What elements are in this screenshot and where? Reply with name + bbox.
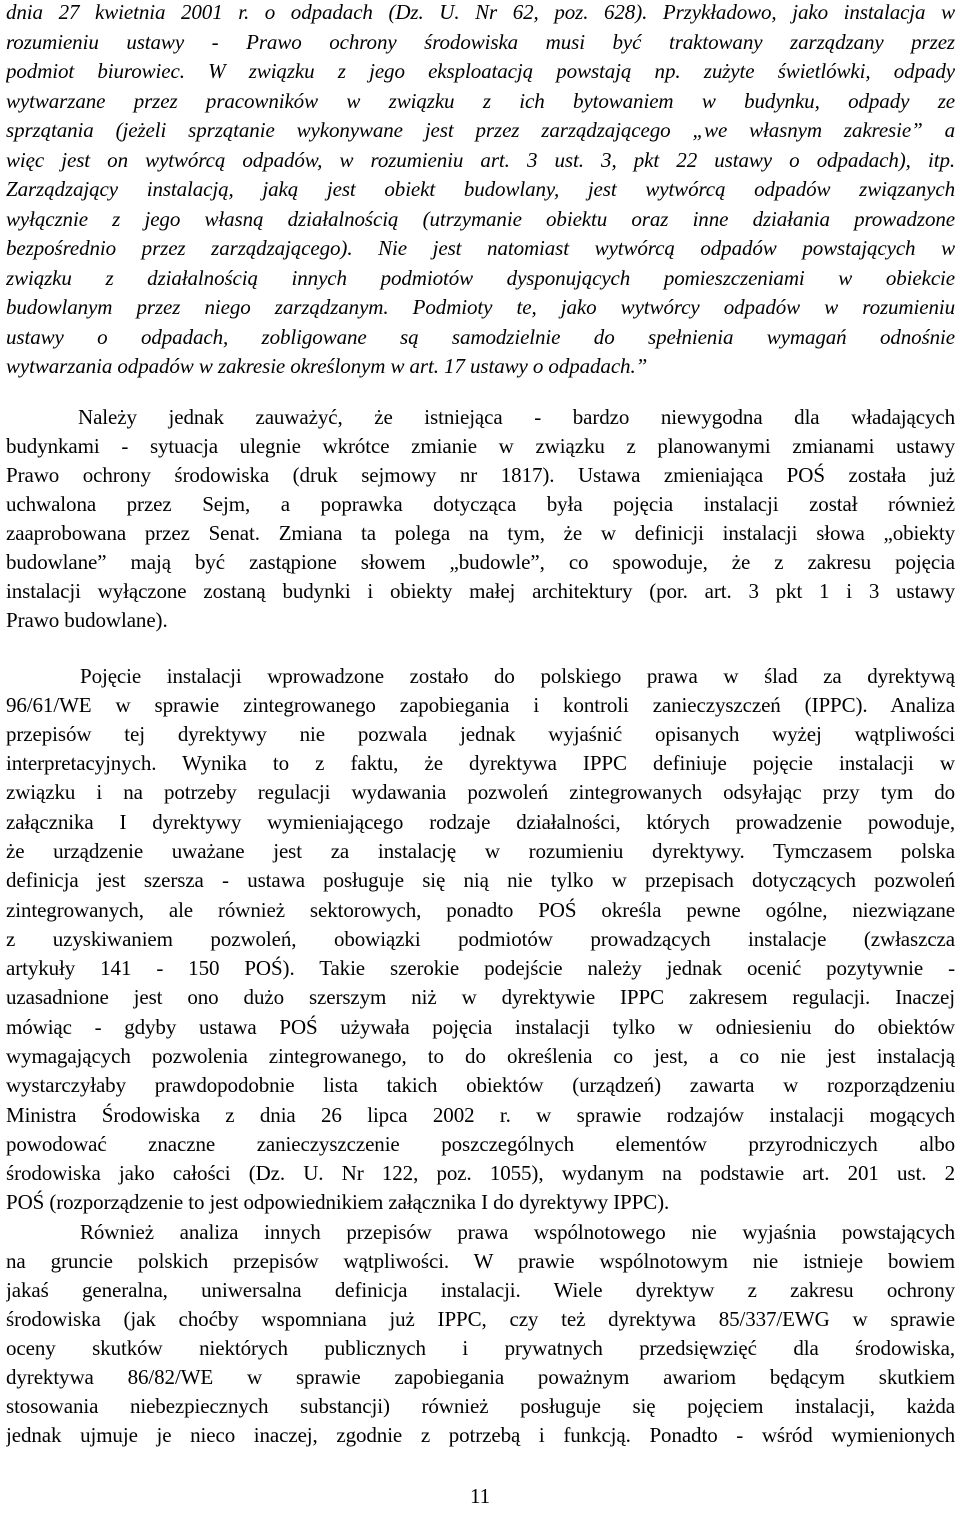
text-line: na gruncie polskich przepisów wątpliwości. W prawie wspólnotowym nie istnieje bowiem <box>6 1249 955 1273</box>
text-line: bezpośrednio przez zarządzającego). Nie jest natomiast wytwórcą odpadów powstających w <box>6 236 955 260</box>
text-line: dyrektywa 86/82/WE w sprawie zapobiegania poważnym awariom będącym skutkiem <box>6 1365 955 1389</box>
text-line: Prawo ochrony środowiska (druk sejmowy nr 1817). Ustawa zmieniająca POŚ została już <box>6 463 955 487</box>
text-line: przepisów tej dyrektywy nie pozwala jednak wyjaśnić opisanych wyżej wątpliwości <box>6 722 955 746</box>
text-line: zintegrowanych, ale również sektorowych, ponadto POŚ określa pewne ogólne, niezwiązane <box>6 898 955 922</box>
text-line: wytwarzania odpadów w zakresie określonym w art. 17 ustawy o odpadach.” <box>6 354 648 378</box>
text-line: rozumieniu ustawy - Prawo ochrony środowiska musi być traktowany zarządzany przez <box>6 30 955 54</box>
text-line: wytwarzane przez pracowników w związku z ich bytowaniem w budynku, odpady ze <box>6 89 955 113</box>
text-line: stosowania niebezpiecznych substancji) również posługuje się pojęciem instalacji, każda <box>6 1394 955 1418</box>
text-line: podmiot biurowiec. W związku z jego eksploatacją powstają np. zużyte świetlówki, odpady <box>6 59 955 83</box>
text-line: środowiska jako całości (Dz. U. Nr 122, poz. 1055), wydanym na podstawie art. 201 ust. 2 <box>6 1161 955 1185</box>
text-line: budowlane” mają być zastąpione słowem „budowle”, co spowoduje, że z zakresu pojęcia <box>6 550 955 574</box>
text-line: uzasadnione jest ono dużo szerszym niż w dyrektywie IPPC zakresem regulacji. Inaczej <box>6 985 955 1009</box>
text-line: Prawo budowlane). <box>6 608 168 632</box>
text-line: 96/61/WE w sprawie zintegrowanego zapobiegania i kontroli zanieczyszczeń (IPPC). Analiza <box>6 693 955 717</box>
text-line: mówiąc - gdyby ustawa POŚ używała pojęcia instalacji tylko w odniesieniu do obiektów <box>6 1015 955 1039</box>
page-number: 11 <box>469 1484 491 1508</box>
text-line: powodować znaczne zanieczyszczenie poszczególnych elementów przyrodniczych albo <box>6 1132 955 1156</box>
text-line: Pojęcie instalacji wprowadzone zostało do polskiego prawa w ślad za dyrektywą <box>80 664 955 688</box>
text-line: artykuły 141 - 150 POŚ). Takie szerokie podejście należy jednak ocenić pozytywnie - <box>6 956 955 980</box>
text-line: ustawy o odpadach, zobligowane są samodzielnie do spełnienia wymagań odnośnie <box>6 325 955 349</box>
text-line: związku i na potrzeby regulacji wydawania pozwoleń zintegrowanych odsyłając przy tym do <box>6 780 955 804</box>
text-line: jakaś generalna, uniwersalna definicja instalacji. Wiele dyrektyw z zakresu ochrony <box>6 1278 955 1302</box>
text-line: środowiska (jak choćby wspomniana już IPPC, czy też dyrektywa 85/337/EWG w sprawie <box>6 1307 955 1331</box>
text-line: związku z działalnością innych podmiotów dysponujących pomieszczeniami w obiekcie <box>6 266 955 290</box>
text-line: Należy jednak zauważyć, że istniejąca - bardzo niewygodna dla władających <box>78 405 955 429</box>
text-line: wystarczyłaby prawdopodobnie lista takich obiektów (urządzeń) zawarta w rozporządzeniu <box>6 1073 955 1097</box>
text-line: jednak ujmuje je nieco inaczej, zgodnie z potrzebą i funkcją. Ponadto - wśród wymienionych <box>6 1423 955 1447</box>
text-line: sprzątania (jeżeli sprzątanie wykonywane jest przez zarządzającego „we własnym zakresie” a <box>6 118 955 142</box>
text-line: że urządzenie uważane jest za instalację w rozumieniu dyrektywy. Tymczasem polska <box>6 839 955 863</box>
text-line: POŚ (rozporządzenie to jest odpowiednikiem załącznika I do dyrektywy IPPC). <box>6 1190 670 1214</box>
text-line: zaaprobowana przez Senat. Zmiana ta polega na tym, że w definicji instalacji słowa „obiekty <box>6 521 955 545</box>
text-line: interpretacyjnych. Wynika to z faktu, że dyrektywa IPPC definiuje pojęcie instalacji w <box>6 751 955 775</box>
text-line: z uzyskiwaniem pozwoleń, obowiązki podmiotów prowadzących instalacje (zwłaszcza <box>6 927 955 951</box>
text-line: więc jest on wytwórcą odpadów, w rozumieniu art. 3 ust. 3, pkt 22 ustawy o odpadach), itp. <box>6 148 955 172</box>
text-line: wyłącznie z jego własną działalnością (utrzymanie obiektu oraz inne działania prowadzone <box>6 207 955 231</box>
text-line: instalacji wyłączone zostaną budynki i obiekty małej architektury (por. art. 3 pkt 1 i 3 ustawy <box>6 579 955 603</box>
text-line: uchwalona przez Sejm, a poprawka dotycząca była pojęcia instalacji został również <box>6 492 955 516</box>
text-line: Ministra Środowiska z dnia 26 lipca 2002 r. w sprawie rodzajów instalacji mogących <box>6 1103 955 1127</box>
text-line: oceny skutków niektórych publicznych i prywatnych przedsięwzięć dla środowiska, <box>6 1336 955 1360</box>
text-line: budowlanym przez niego zarządzanym. Podmioty te, jako wytwórcy odpadów w rozumieniu <box>6 295 955 319</box>
text-line: dnia 27 kwietnia 2001 r. o odpadach (Dz. U. Nr 62, poz. 628). Przykładowo, jako instalacja w <box>6 0 955 24</box>
text-line: definicja jest szersza - ustawa posługuje się nią nie tylko w przepisach dotyczących pozwoleń <box>6 868 955 892</box>
text-line: budynkami - sytuacja ulegnie wkrótce zmianie w związku z planowanymi zmianami ustawy <box>6 434 955 458</box>
text-line: załącznika I dyrektywy wymieniającego rodzaje działalności, których prowadzenie powoduje, <box>6 810 955 834</box>
text-line: wymagających pozwolenia zintegrowanego, to do określenia co jest, a co nie jest instalacją <box>6 1044 955 1068</box>
text-line: Również analiza innych przepisów prawa wspólnotowego nie wyjaśnia powstających <box>80 1220 955 1244</box>
text-line: Zarządzający instalacją, jaką jest obiekt budowlany, jest wytwórcą odpadów związanych <box>6 177 955 201</box>
